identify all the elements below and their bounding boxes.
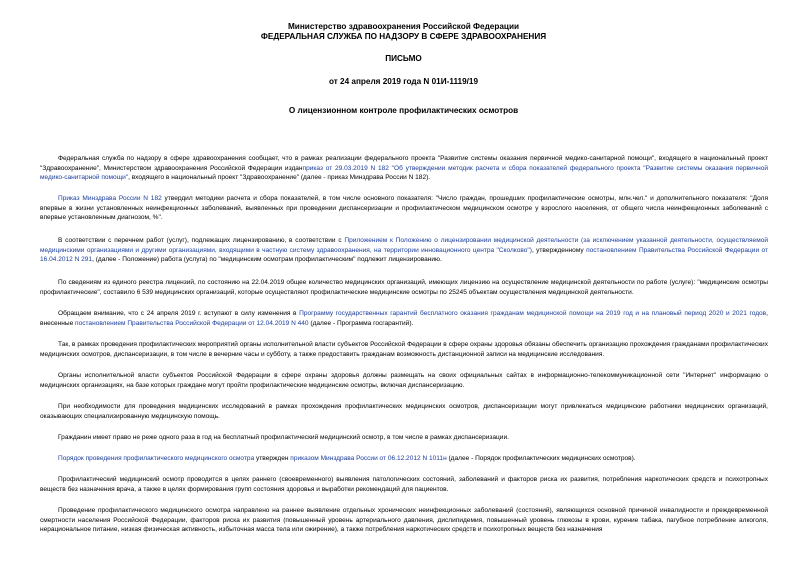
document-type: ПИСЬМО — [385, 54, 422, 63]
resolution-291-link[interactable]: постановлением Правительства Российской Федерации от 16.04.2012 N 291 — [40, 246, 768, 264]
paragraph-5 — [40, 309, 768, 328]
paragraph-3 — [40, 236, 768, 265]
paragraph-7 — [40, 371, 768, 390]
paragraph-text: Так, в рамках проведения профилактических мероприятий органы исполнительной власти субъектов Российской Федерации в сфере охраны здоровья обязаны обеспечить организацию прохождения гражданами профилактических медицинских осмотров, диспансеризации, в том числе в вечерние часы и субботу, а также предоставить гражданам возможность дистанционной записи на медицинские исследования. — [40, 341, 768, 358]
paragraph-11 — [40, 475, 768, 494]
paragraph-10 — [40, 454, 768, 464]
prophylactic-exam-procedure-link[interactable]: Порядок проведения профилактического медицинского осмотра — [58, 455, 255, 462]
paragraph-8 — [40, 402, 768, 421]
paragraph-text: , входящего в национальный проект "Здравоохранение" (далее - приказ Минздрава России N 182). — [128, 174, 431, 182]
service-name: ФЕДЕРАЛЬНАЯ СЛУЖБА ПО НАДЗОРУ В СФЕРЕ ЗДРАВООХРАНЕНИЯ — [260, 32, 547, 41]
paragraph-text: Федеральная служба по надзору в сфере здравоохранения сообщает, что в рамках реализации федерального проекта "Развитие системы оказания первичной медико-санитарной помощи", входящего в национальный проект "Здравоохранение", Министерством здравоохранения Российской Федерации издан — [40, 155, 768, 172]
order-182-short-link[interactable]: Приказ Минздрава России N 182 — [58, 195, 162, 202]
state-guarantees-program-link[interactable]: Программу государственных гарантий бесплатного оказания гражданам медицинской помощи на 2019 год и на плановый период 2020 и 2021 годов — [299, 310, 767, 317]
resolution-440-link[interactable]: постановлением Правительства Российской Федерации от 12.04.2019 N 440 — [75, 319, 309, 327]
licensing-annex-link[interactable]: Приложением к Положению о лицензировании медицинской деятельности (за исключением указанной деятельности, осуществляемой медицинскими организациями и другими организациями, входящими в частную систему здравоохранения, на территории инновационного центра "Сколково") — [40, 237, 768, 254]
paragraph-text: Гражданин имеет право не реже одного раза в год на бесплатный профилактический медицинский осмотр, в том числе в рамках диспансеризации. — [58, 434, 509, 441]
document-date-number: от 24 апреля 2019 года N 01И-1119/19 — [328, 77, 479, 86]
paragraph-text: По сведениям из единого реестра лицензий, по состоянию на 22.04.2019 общее количество медицинских организаций, имеющих лицензию на осуществление медицинской деятельности по работе (услуге): "медицинские осмотры профилактические", составило 6 539 медицинских организаций, которые осуществляют профилактические медицинские осмотры по 25245 объектам осуществления медицинской деятельности. — [40, 279, 768, 296]
paragraph-text: Обращаем внимание, что с 24 апреля 2019 г. вступают в силу изменения в — [58, 310, 300, 317]
order-1011n-link[interactable]: приказом Минздрава России от 06.12.2012 N 1011н — [290, 455, 447, 462]
paragraph-text: Органы исполнительной власти субъектов Российской Федерации в сфере охраны здоровья должны размещать на своих официальных сайтах в информационно-телекоммуникационной сети "Интернет" информацию о медицинских организациях, на базе которых граждане могут пройти профилактические медицинские осмотры, включая диспансеризацию. — [40, 372, 768, 389]
paragraph-2 — [40, 194, 768, 223]
paragraph-12 — [40, 506, 768, 535]
document-title: О лицензионном контроле профилактических осмотров — [288, 106, 519, 115]
paragraph-text: (далее - Порядок профилактических медицинских осмотров). — [446, 455, 636, 462]
paragraph-text: утвердил методики расчета и сбора показателей, в том числе основного показателя: "Число граждан, прошедших профилактические осмотры, млн.чел." и дополнительного показателя: "Доля впервые в жизни установленных неинфекционных заболеваний, выявленных при проведении диспансеризации и профилактическом медицинском осмотре у взрослого населения, от общего числа неинфекционных заболеваний с впервые установленным диагнозом, %". — [40, 195, 769, 222]
ministry-name: Министерство здравоохранения Российской Федерации — [287, 22, 520, 31]
paragraph-text: , (далее - Положение) работа (услуга) по "медицинским осмотрам профилактическим" подлежит лицензированию. — [92, 256, 442, 264]
paragraph-text: (далее - Программа госгарантий). — [308, 319, 414, 327]
paragraph-text: Проведение профилактического медицинского осмотра направлено на раннее выявление отдельных хронических неинфекционных заболеваний (состояний), являющихся основной причиной инвалидности и преждевременной смертности населения Российской Федерации, факторов риска их развития (повышенный уровень артериального давления, дислипидемия, повышенный уровень глюкозы в крови, курение табака, пагубное потребление алкоголя, нерациональное питание, низкая физическая активность, избыточная масса тела или ожирение), а также потребления наркотических средств и психотропных веществ без назначения — [40, 507, 768, 534]
paragraph-text: , утвержденному — [531, 246, 587, 254]
paragraph-4 — [40, 278, 768, 297]
paragraph-text: При необходимости для проведения медицинских исследований в рамках прохождения профилактических медицинских осмотров, диспансеризации могут привлекаться медицинские работники медицинских организаций, оказывающих специализированную медицинскую помощь. — [40, 403, 768, 420]
paragraph-text: В соответствии с перечнем работ (услуг), подлежащих лицензированию, в соответствии с — [58, 237, 345, 244]
order-182-link[interactable]: приказ от 29.03.2019 N 182 "Об утверждении методик расчета и сбора показателей федерального проекта "Развитие системы оказания первичной медико-санитарной помощи" — [40, 164, 768, 182]
paragraph-text: Профилактический медицинский осмотр проводится в целях раннего (своевременного) выявления патологических состояний, заболеваний и факторов риска их развития, потребления наркотических средств и психотропных веществ без назначения врача, а также в целях формирования групп состояния здоровья и выработки рекомендаций для пациентов. — [40, 476, 768, 493]
paragraph-text: утвержден — [254, 455, 291, 462]
paragraph-6 — [40, 340, 768, 359]
paragraph-9 — [40, 433, 768, 443]
paragraph-1 — [40, 154, 768, 183]
paragraph-text: , внесенные — [40, 310, 768, 327]
